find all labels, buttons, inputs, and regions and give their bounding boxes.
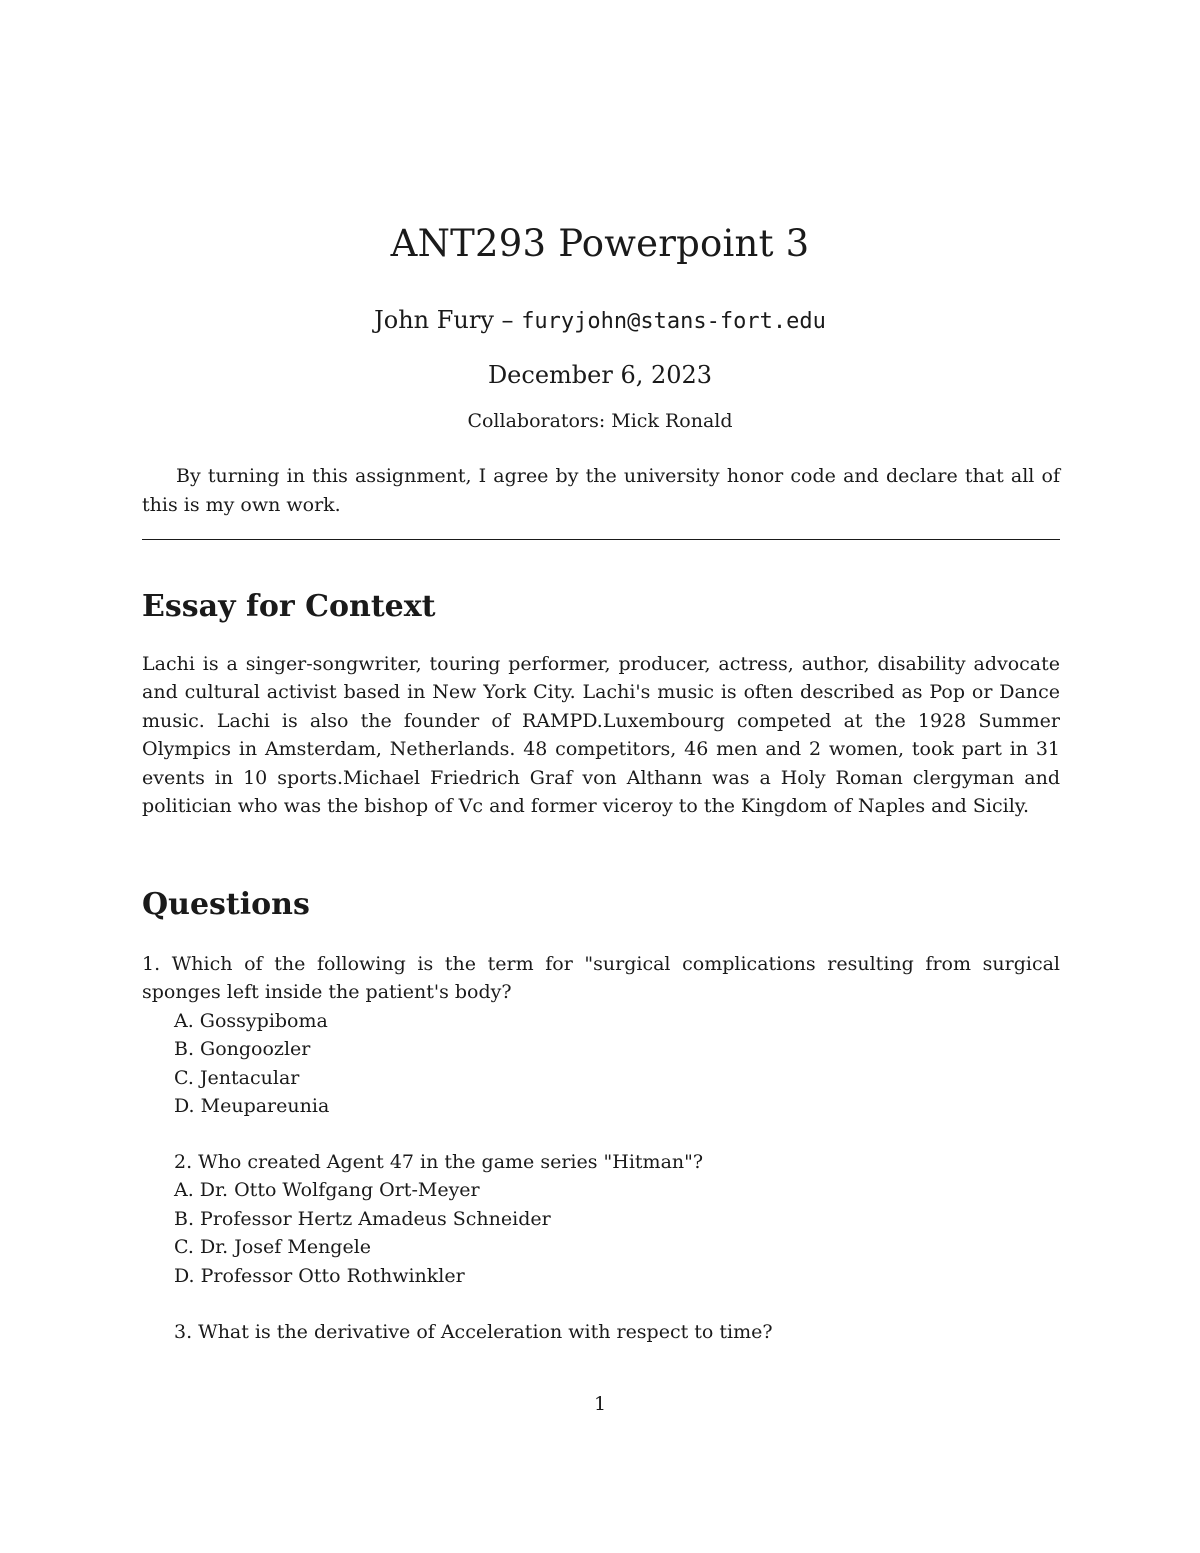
questions-heading: Questions (142, 887, 310, 922)
question-3 (142, 1318, 1060, 1346)
answer-option: A. Dr. Otto Wolfgang Ort-Meyer (174, 1179, 480, 1202)
honor-statement: By turning in this assignment, I agree by the university honor code and declare that all of this is my own work. (142, 465, 1060, 516)
document-date: December 6, 2023 (487, 361, 713, 389)
question-2 (142, 1148, 1060, 1290)
collaborators: Collaborators: Mick Ronald (467, 410, 733, 432)
answer-option: D. Meupareunia (174, 1095, 330, 1118)
author-name: John Fury (374, 306, 494, 334)
answer-option: A. Gossypiboma (174, 1009, 328, 1032)
essay-body: Lachi is a singer-songwriter, touring performer, producer, actress, author, disability advocate and cultural activist based in New York City. Lachi's music is often described as Pop or Dance music. Lachi is also the founder of RAMPD.Luxembourg competed at the 1928 Summer Olympics in Amsterdam, Netherlands. 48 competitors, 46 men and 2 women, took part in 31 events in 10 sports.Michael Friedrich Graf von Althann was a Holy Roman clergyman and politician who was the bishop of Vc and former viceroy to the Kingdom of Naples and Sicily. (142, 653, 1060, 818)
document-title: ANT293 Powerpoint 3 (390, 222, 810, 265)
question-text: 1. Which of the following is the term for "surgical complications resulting from surgical sponges left inside the patient's body? (142, 953, 1060, 1004)
essay-heading: Essay for Context (142, 589, 436, 624)
author-separator: – (493, 306, 522, 334)
question-text: 3. What is the derivative of Acceleration with respect to time? (174, 1321, 773, 1343)
page-number: 1 (593, 1393, 607, 1415)
answer-option: C. Dr. Josef Mengele (174, 1236, 372, 1259)
author-email: furyjohn@stans-fort.edu (521, 309, 826, 334)
answer-options (142, 1007, 1060, 1121)
answer-options (142, 1176, 1060, 1290)
answer-option: C. Jentacular (174, 1066, 300, 1089)
horizontal-rule (142, 539, 1060, 540)
question-text: 2. Who created Agent 47 in the game series "Hitman"? (174, 1151, 704, 1173)
answer-option: D. Professor Otto Rothwinkler (174, 1264, 465, 1287)
answer-option: B. Gongoozler (174, 1038, 311, 1061)
question-1 (142, 950, 1060, 1120)
answer-option: B. Professor Hertz Amadeus Schneider (174, 1207, 551, 1230)
author-line (0, 306, 1200, 334)
